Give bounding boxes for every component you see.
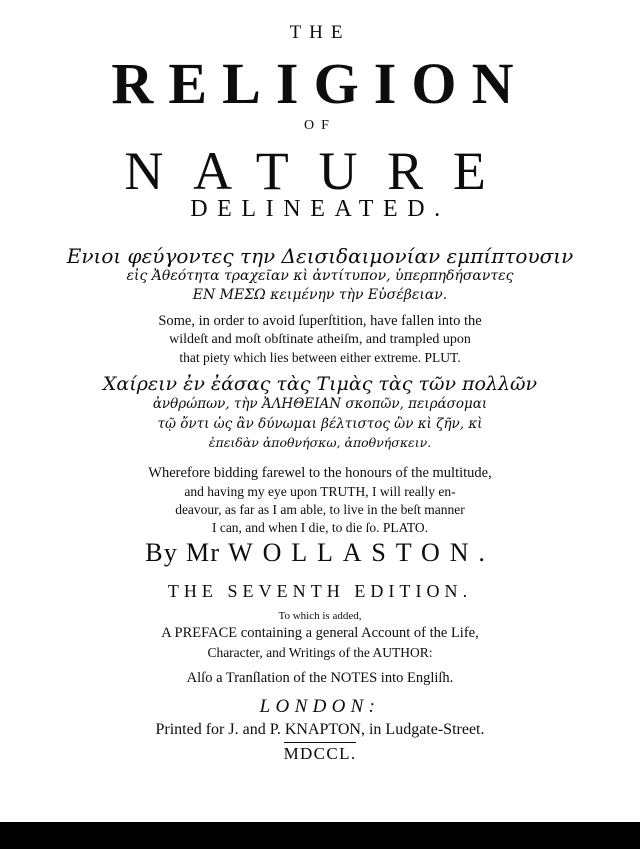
epigraph1-greek-line-3: ΕΝ ΜΕΣΩ κειμένην τὴν Εὐσέβειαν. xyxy=(192,287,448,303)
title-nature: NATURE xyxy=(124,141,516,201)
imprint-date xyxy=(0,744,640,764)
epigraph1-english-line-2: wildeſt and moſt obſtinate atheiſm, and trampled upon xyxy=(169,332,471,347)
preface-line-2: Character, and Writings of the AUTHOR: xyxy=(207,645,433,660)
preface-line-1: A PREFACE containing a general Account of the Life, xyxy=(161,625,479,641)
imprint-printer: Printed for J. and P. KNAPTON, in Ludgate-Street. xyxy=(155,721,485,738)
epigraph2-greek-line-3: τῷ ὄντι ὡς ἂν δύνωμαι βέλτιστος ὢν κὶ ζῆν, κὶ xyxy=(157,416,483,432)
additions-intro: To which is added, xyxy=(278,610,362,622)
title-delineated: DELINEATED. xyxy=(190,196,450,222)
epigraph2-english-line-1: Wherefore bidding farewel to the honours of the multitude, xyxy=(148,465,492,481)
imprint-date-text: MDCCL. xyxy=(283,744,357,763)
author-name: WOLLASTON. xyxy=(228,538,495,567)
epigraph2-greek-line-1: Χαίρειν ἐν ἐάσας τὰς Τιμὰς τὰς τῶν πολλῶν xyxy=(102,373,538,395)
edition: THE SEVENTH EDITION. xyxy=(167,581,473,601)
epigraph1-greek-line-1: Ενιοι φεύγοντες την Δεισιδαιμονίαν εμπίπτουσιν xyxy=(66,244,574,268)
epigraph2-english-line-2: and having my eye upon TRUTH, I will really en- xyxy=(184,484,456,499)
imprint-city: LONDON: xyxy=(259,696,381,717)
author-line xyxy=(0,538,640,568)
epigraph1-greek-line-2: εἰς Ἀθεότητα τραχεῖαν κὶ ἀντίτυπον, ὑπερπηδήσαντες xyxy=(126,268,514,284)
title-of: OF xyxy=(304,118,336,133)
epigraph2-english-line-4: I can, and when I die, to die ſo. PLATO. xyxy=(211,520,429,535)
notes-line: Alſo a Tranſlation of the NOTES into Engliſh. xyxy=(186,670,454,686)
epigraph2-greek-line-4: ἐπειδὰν ἀποθνήσκω, ἀποθνήσκειν. xyxy=(208,435,432,450)
title-religion: RELIGION xyxy=(111,51,529,116)
epigraph1-english-line-3: that piety which lies between either extreme. PLUT. xyxy=(179,350,461,365)
epigraph2-english-line-3: deavour, as far as I am able, to live in the beſt manner xyxy=(175,502,465,517)
author-prefix: By Mr xyxy=(145,538,221,567)
scan-border-band xyxy=(0,822,640,849)
epigraph1-english-line-1: Some, in order to avoid ſuperſtition, have fallen into the xyxy=(158,313,482,329)
epigraph2-greek-line-2: ἀνθρώπων, τὴν ἈΛΗΘΕΙΑΝ σκοπῶν, πειράσομαι xyxy=(152,396,488,412)
title-the: THE xyxy=(289,22,351,43)
